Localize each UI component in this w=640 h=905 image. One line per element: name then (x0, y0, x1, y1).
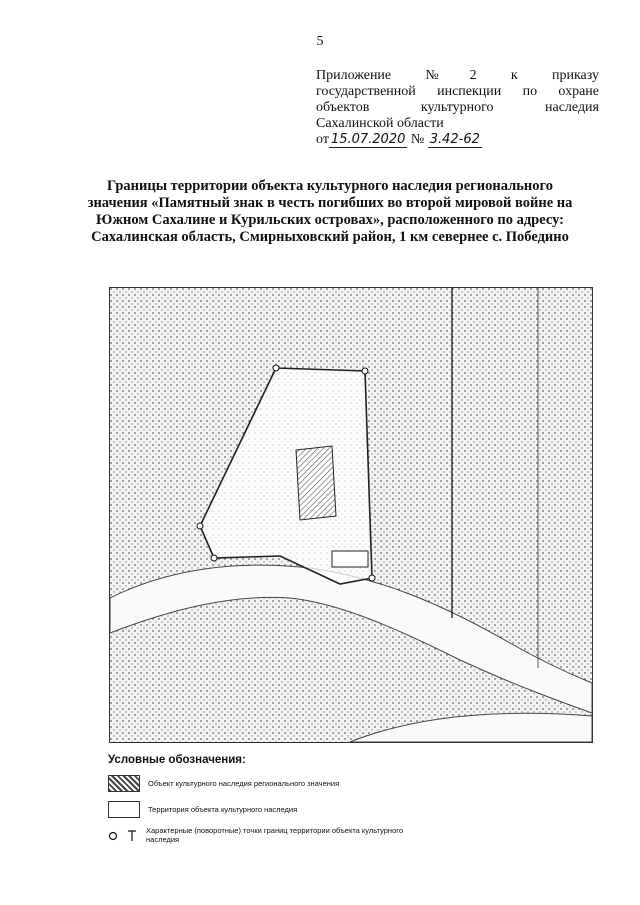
appendix-line-2: государственной инспекции по охране (316, 84, 599, 99)
legend-item-territory (108, 798, 428, 820)
appendix-line-3: объектов культурного наследия (316, 100, 599, 115)
monument-rect (332, 551, 368, 567)
appendix-date-line (316, 132, 599, 148)
handwritten-number: 3.42-62 (429, 132, 480, 147)
legend-text: Объект культурного наследия регионального значения (148, 778, 340, 788)
turning-point (211, 555, 217, 561)
legend-item-heritage-object (108, 772, 428, 794)
point-marker-icon (108, 828, 138, 843)
legend-item-points (108, 824, 428, 846)
points-swatch (108, 828, 138, 843)
appendix-line-4: Сахалинской области (316, 116, 444, 131)
boundary-map (109, 287, 593, 743)
number-label: № (410, 132, 425, 147)
page-number: 5 (316, 34, 324, 49)
hatched-swatch (108, 775, 140, 792)
document-title: Границы территории объекта культурного наследия регионального значения «Памятный знак в честь погибших во второй мировой войне на Южном Сахалине и Курильских островах», расположенного по адресу: Сахалинская область, Смирныховский район, 1 км севернее с. Победино (87, 178, 573, 245)
from-label: от (316, 132, 329, 147)
turning-point (369, 575, 375, 581)
turning-point (273, 365, 279, 371)
appendix-line-1: Приложение №2 к приказу (316, 68, 599, 83)
map-drawing (110, 288, 592, 742)
legend-text: Характерные (поворотные) точки границ территории объекта культурного наследия (146, 826, 403, 844)
legend (108, 754, 428, 850)
handwritten-date: 15.07.2020 (330, 132, 406, 147)
blank-swatch (108, 801, 140, 818)
turning-point (197, 523, 203, 529)
legend-text: Территория объекта культурного наследия (148, 804, 298, 814)
legend-title: Условные обозначения: (108, 754, 246, 766)
heritage-object (296, 446, 336, 520)
turning-point (362, 368, 368, 374)
appendix-block (316, 68, 599, 148)
